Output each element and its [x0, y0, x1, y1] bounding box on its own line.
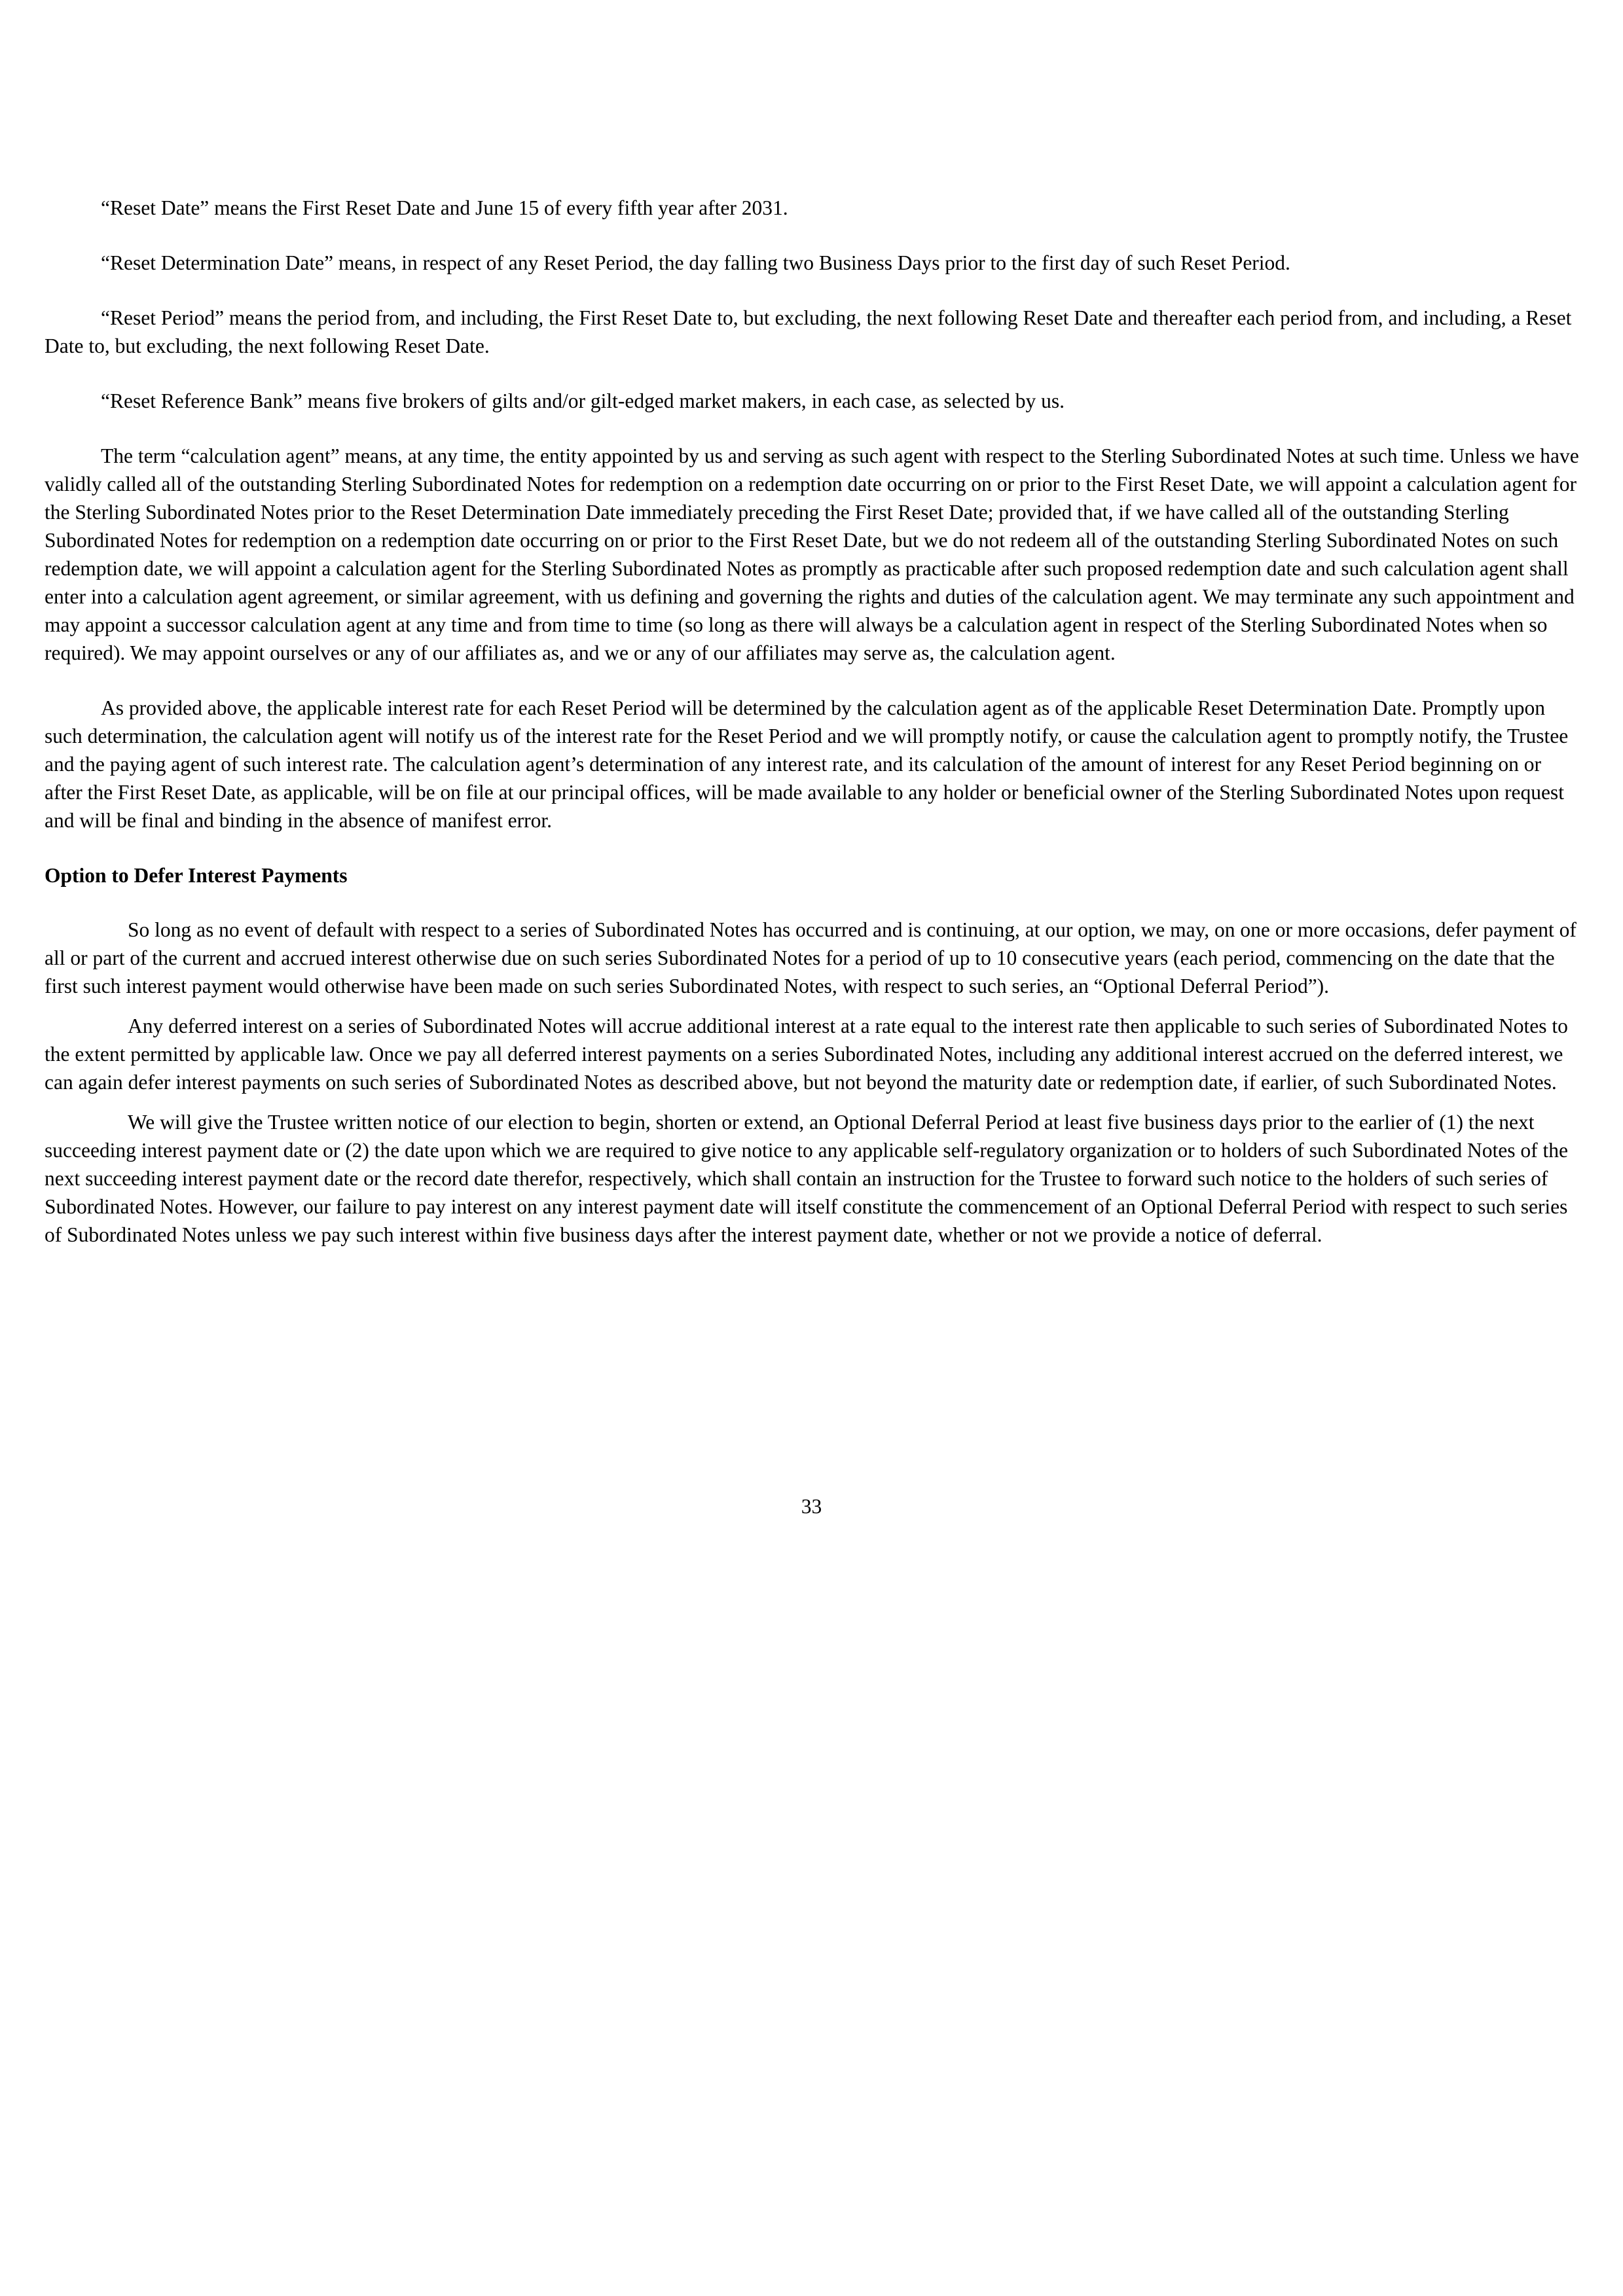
paragraph-deferral-notice: We will give the Trustee written notice of our election to begin, shorten or extend, an Optional Deferral Period at least five business days prior to the earlier of (1) the next succeeding interest payment date or (2) the date upon which we are required to give notice to any applicable self-regulatory organization or to holders of such Subordinated Notes of the next succeeding interest payment date or the record date therefor, respectively, which shall contain an instruction for the Trustee to forward such notice to the holders of such series of Subordinated Notes. However, our failure to pay interest on any interest payment date will itself constitute the commencement of an Optional Deferral Period with respect to such series of Subordinated Notes unless we pay such interest within five business days after the interest payment date, whether or not we provide a notice of deferral. [45, 1111, 1569, 1246]
paragraph-deferred-interest: Any deferred interest on a series of Subordinated Notes will accrue additional interest at a rate equal to the interest rate then applicable to such series of Subordinated Notes to the extent permitted by applicable law. Once we pay all deferred interest payments on a series Subordinated Notes, including any additional interest accrued on the deferred interest, we can again defer interest payments on such series of Subordinated Notes as described above, but not beyond the maturity date or redemption date, if earlier, of such Subordinated Notes. [45, 1014, 1568, 1094]
section-heading-option-to-defer: Option to Defer Interest Payments [45, 864, 348, 887]
paragraph-reset-period-definition: “Reset Period” means the period from, and including, the First Reset Date to, but excluding, the next following Reset Date and thereafter each period from, and including, a Reset Date to, but excluding, the next following Reset Date. [45, 306, 1572, 357]
document-page [45, 194, 1582, 1261]
page-number: 33 [801, 1495, 822, 1518]
paragraph-interest-rate-determination: As provided above, the applicable interest rate for each Reset Period will be determined by the calculation agent as of the applicable Reset Determination Date. Promptly upon such determination, the calculation agent will notify us of the interest rate for the Reset Period and we will promptly notify, or cause the calculation agent to promptly notify, the Trustee and the paying agent of such interest rate. The calculation agent’s determination of any interest rate, and its calculation of the amount of interest for any Reset Period beginning on or after the First Reset Date, as applicable, will be on file at our principal offices, will be made available to any holder or beneficial owner of the Sterling Subordinated Notes upon request and will be final and binding in the absence of manifest error. [45, 696, 1569, 832]
paragraph-reset-determination-date-definition: “Reset Determination Date” means, in respect of any Reset Period, the day falling two Business Days prior to the first day of such Reset Period. [101, 251, 1290, 274]
paragraph-deferral-option: So long as no event of default with respect to a series of Subordinated Notes has occurred and is continuing, at our option, we may, on one or more occasions, defer payment of all or part of the current and accrued interest otherwise due on such series Subordinated Notes for a period of up to 10 consecutive years (each period, commencing on the date that the first such interest payment would otherwise have been made on such series Subordinated Notes, with respect to such series, an “Optional Deferral Period”). [45, 918, 1577, 997]
paragraph-reset-date-definition: “Reset Date” means the First Reset Date and June 15 of every fifth year after 2031. [101, 196, 788, 219]
paragraph-calculation-agent-definition: The term “calculation agent” means, at any time, the entity appointed by us and serving as such agent with respect to the Sterling Subordinated Notes at such time. Unless we have validly called all of the outstanding Sterling Subordinated Notes for redemption on a redemption date occurring on or prior to the First Reset Date, we will appoint a calculation agent for the Sterling Subordinated Notes prior to the Reset Determination Date immediately preceding the First Reset Date; provided that, if we have called all of the outstanding Sterling Subordinated Notes for redemption on a redemption date occurring on or prior to the First Reset Date, but we do not redeem all of the outstanding Sterling Subordinated Notes on such redemption date, we will appoint a calculation agent for the Sterling Subordinated Notes as promptly as practicable after such proposed redemption date and such calculation agent shall enter into a calculation agent agreement, or similar agreement, with us defining and governing the rights and duties of the calculation agent. We may terminate any such appointment and may appoint a successor calculation agent at any time and from time to time (so long as there will always be a calculation agent in respect of the Sterling Subordinated Notes when so required). We may appoint ourselves or any of our affiliates as, and we or any of our affiliates may serve as, the calculation agent. [45, 444, 1579, 664]
paragraph-reset-reference-bank-definition: “Reset Reference Bank” means five brokers of gilts and/or gilt-edged market makers, in each case, as selected by us. [101, 389, 1065, 412]
